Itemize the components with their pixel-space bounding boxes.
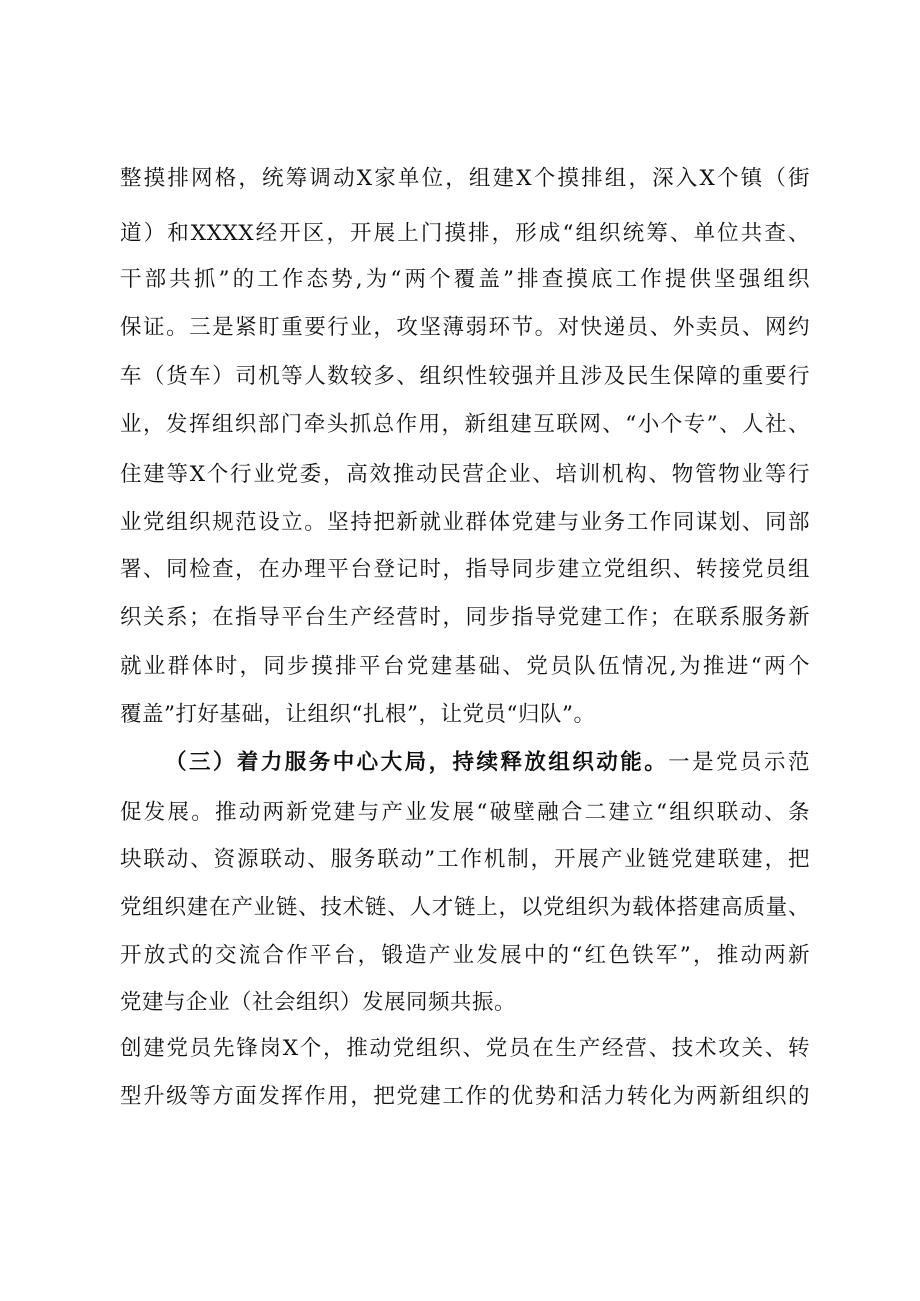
- paragraph-1-line-1: 整摸排网格，统筹调动X家单位，组建X个摸排组，深入X个镇（街: [120, 166, 810, 191]
- paragraph-1-line-11: 就业群体时，同步摸排平台党建基础、党员队伍情况,为推进“两个: [120, 654, 810, 679]
- paragraph-1-line-3: 干部共抓”的工作态势,为“两个覆盖”排查摸底工作提供坚强组织: [120, 267, 810, 292]
- paragraph-1-line-9: 署、同检查，在办理平台登记时，指导同步建立党组织、转接党员组: [120, 557, 810, 582]
- paragraph-2-line-3: 块联动、资源联动、服务联动”工作机制，开展产业链党建联建，把: [120, 847, 810, 872]
- paragraph-3-line-1: 创建党员先锋岗X个，推动党组织、党员在生产经营、技术攻关、转: [120, 1036, 810, 1061]
- paragraph-2-first-line-rest: 一是党员示范: [668, 750, 810, 775]
- paragraph-1-line-7: 住建等X个行业党委，高效推动民营企业、培训机构、物管物业等行: [120, 462, 810, 487]
- paragraph-1-line-4: 保证。三是紧盯重要行业，攻坚薄弱环节。对快递员、外卖员、网约: [120, 315, 810, 340]
- paragraph-1-line-6: 业，发挥组织部门牵头抓总作用，新组建互联网、“小个专”、人社、: [120, 412, 810, 437]
- paragraph-2-line-5: 开放式的交流合作平台，锻造产业发展中的“红色铁军”，推动两新: [120, 943, 810, 968]
- paragraph-1-line-5: 车（货车）司机等人数较多、组织性较强并且涉及民生保障的重要行: [120, 364, 810, 389]
- paragraph-2-first-line: [165, 748, 810, 778]
- paragraph-1-line-2: 道）和XXXX经开区，开展上门摸排，形成“组织统筹、单位共查、: [120, 221, 810, 246]
- paragraph-2-line-6: 党建与企业（社会组织）发展同频共振。: [120, 990, 517, 1015]
- paragraph-2-line-2: 促发展。推动两新党建与产业发展“破壁融合二建立“组织联动、条: [120, 800, 810, 825]
- paragraph-1-line-10: 织关系；在指导平台生产经营时，同步指导党建工作；在联系服务新: [120, 605, 810, 630]
- paragraph-3-line-2: 型升级等方面发挥作用，把党建工作的优势和活力转化为两新组织的: [120, 1084, 810, 1109]
- paragraph-1-line-12: 覆盖”打好基础，让组织“扎根”，让党员“归队”。: [120, 702, 596, 727]
- paragraph-2-line-4: 党组织建在产业链、技术链、人才链上，以党组织为载体搭建高质量、: [120, 895, 810, 920]
- paragraph-1-line-8: 业党组织规范设立。坚持把新就业群体党建与业务工作同谋划、同部: [120, 510, 810, 535]
- section-heading: （三）着力服务中心大局，持续释放组织动能。: [165, 750, 669, 775]
